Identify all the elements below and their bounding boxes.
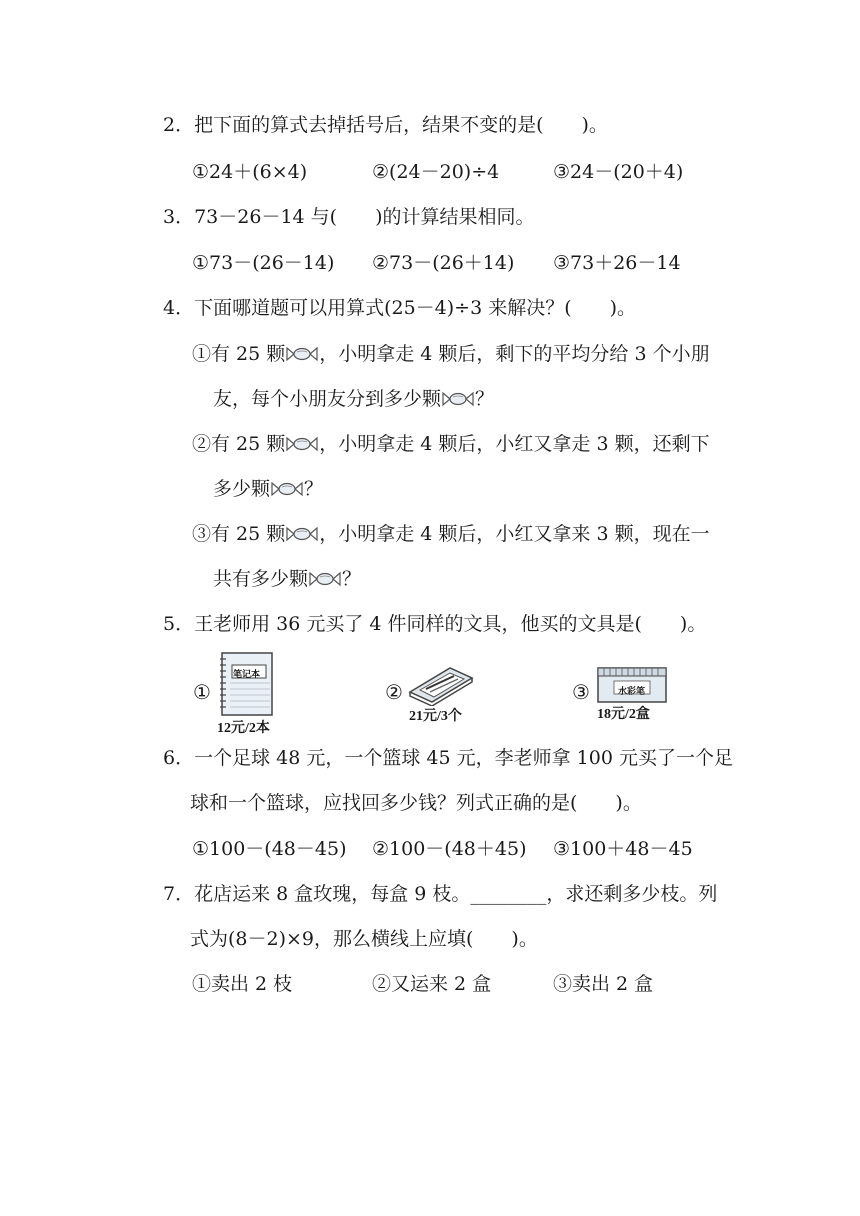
q2-stem: 2．把下面的算式去掉括号后，结果不变的是( )。 bbox=[163, 114, 608, 136]
q2-option-2: ②(24－20)÷4 bbox=[372, 161, 500, 183]
q4-stem: 4．下面哪道题可以用算式(25－4)÷3 来解决？( )。 bbox=[163, 297, 637, 319]
q2-option-3: ③24－(20＋4) bbox=[553, 161, 684, 183]
q3-option-3: ③73＋26－14 bbox=[553, 252, 681, 274]
q7-stem-line-2: 式为(8－2)×9，那么横线上应填( )。 bbox=[190, 928, 538, 950]
q4-option-2-line-2 bbox=[213, 476, 323, 502]
q5-item-2-mark: ② bbox=[385, 680, 403, 704]
q4-option-1-line-2 bbox=[213, 386, 494, 412]
q4-opt3-text-a: ③有 25 颗 bbox=[192, 523, 286, 545]
candy-icon bbox=[285, 525, 319, 543]
q7-option-1: ①卖出 2 枝 bbox=[192, 973, 293, 995]
q4-option-1-line-1 bbox=[192, 341, 710, 367]
q4-option-2-line-1 bbox=[192, 431, 710, 457]
q6-stem-line-1: 6．一个足球 48 元，一个篮球 45 元，李老师拿 100 元买了一个足 bbox=[163, 747, 733, 769]
q4-opt2-text-a: ②有 25 颗 bbox=[192, 433, 286, 455]
q4-opt2-text-d: ？ bbox=[304, 478, 324, 500]
q6-stem-line-2: 球和一个篮球，应找回多少钱？列式正确的是( )。 bbox=[190, 792, 642, 814]
candy-icon bbox=[285, 435, 319, 453]
q4-opt3-text-b: ，小明拿走 4 颗后，小红又拿来 3 颗，现在一 bbox=[319, 523, 710, 545]
q5-item-1-mark: ① bbox=[193, 680, 211, 704]
q5-item-1-price: 12元/2本 bbox=[217, 721, 270, 736]
q4-option-3-line-2 bbox=[213, 566, 361, 592]
q4-opt2-text-c: 多少颗 bbox=[213, 478, 271, 500]
candy-icon bbox=[285, 345, 319, 363]
q4-option-3-line-1 bbox=[192, 521, 710, 547]
q6-option-1: ①100－(48－45) bbox=[192, 838, 347, 860]
q4-opt3-text-c: 共有多少颗 bbox=[213, 568, 309, 590]
q5-item-1-label: 笔记本 bbox=[233, 669, 261, 679]
candy-icon bbox=[441, 390, 475, 408]
q4-opt2-text-b: ，小明拿走 4 颗后，小红又拿走 3 颗，还剩下 bbox=[319, 433, 710, 455]
q5-stem: 5．王老师用 36 元买了 4 件同样的文具，他买的文具是( )。 bbox=[163, 613, 707, 635]
q5-item-3-price: 18元/2盒 bbox=[597, 707, 650, 722]
q2-option-1: ①24＋(6×4) bbox=[192, 161, 308, 183]
candy-icon bbox=[308, 570, 342, 588]
q7-option-2: ②又运来 2 盒 bbox=[372, 973, 492, 995]
q3-stem: 3．73－26－14 与( )的计算结果相同。 bbox=[163, 206, 535, 228]
q3-option-1: ①73－(26－14) bbox=[192, 252, 335, 274]
q4-opt1-text-c: 友，每个小朋友分到多少颗 bbox=[213, 388, 442, 410]
q4-opt3-text-d: ？ bbox=[342, 568, 362, 590]
q6-option-2: ②100－(48＋45) bbox=[372, 838, 527, 860]
candy-icon bbox=[270, 480, 304, 498]
q4-opt1-text-b: ，小明拿走 4 颗后，剩下的平均分给 3 个小朋 bbox=[319, 343, 710, 365]
q5-item-3-label: 水彩笔 bbox=[618, 686, 646, 696]
q6-option-3: ③100＋48－45 bbox=[553, 838, 693, 860]
q3-option-2: ②73－(26＋14) bbox=[372, 252, 515, 274]
pencil-box-icon bbox=[406, 662, 476, 706]
notebook-icon bbox=[218, 651, 274, 717]
q5-item-2-price: 21元/3个 bbox=[409, 709, 462, 724]
q4-opt1-text-d: ？ bbox=[475, 388, 495, 410]
q7-option-3: ③卖出 2 盒 bbox=[553, 973, 654, 995]
q7-stem-line-1: 7．花店运来 8 盒玫瑰，每盒 9 枝。________，求还剩多少枝。列 bbox=[163, 883, 718, 905]
q4-opt1-text-a: ①有 25 颗 bbox=[192, 343, 286, 365]
q5-item-3-mark: ③ bbox=[572, 680, 590, 704]
